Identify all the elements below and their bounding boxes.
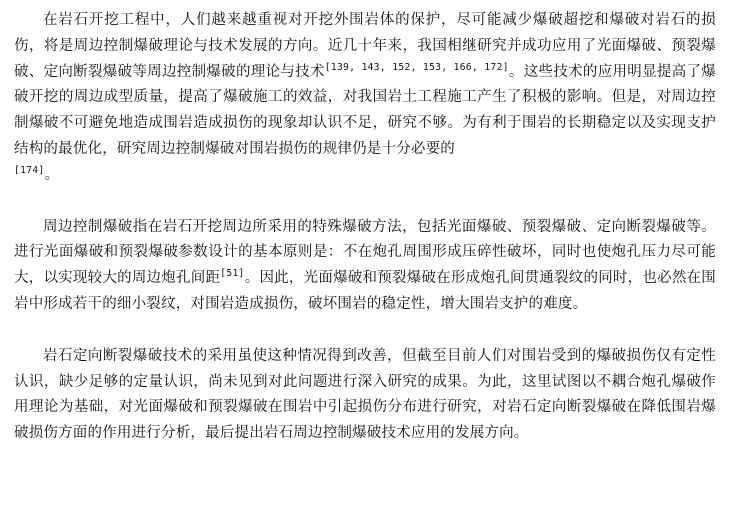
paragraph-1 [14, 8, 716, 189]
citation-ref: [174] [14, 164, 45, 176]
citation-ref: [139, 143, 152, 153, 166, 172] [324, 61, 509, 73]
paragraph-1-text-b: 。这些技术的应用明显提高了爆破开挖的周边成型质量，提高了爆破施工的效益，对我国岩土工程施工产生了积极的影响。但是，对周边控制爆破不可避免地造成围岩造成损伤的现象却认识不足，研究不够。为有利于围岩的长期稳定以及实现支护结构的最优化，研究周边控制爆破对围岩损伤的规律仍是十分必要的 [14, 63, 716, 157]
paragraph-2-text-a: 周边控制爆破指在岩石开挖周边所采用的特殊爆破方法，包括光面爆破、预裂爆破、定向断裂爆破等。进行光面爆破和预裂爆破参数设计的基本原则是：不在炮孔周围形成压碎性破坏，同时也使炮孔压力尽可能大，以实现较大的周边炮孔间距 [14, 218, 716, 287]
paragraph-3-text: 岩石定向断裂爆破技术的采用虽使这种情况得到改善，但截至目前人们对围岩受到的爆破损伤仅有定性认识，缺少足够的定量认识，尚未见到对此问题进行深入研究的成果。为此，这里试图以不耦合炮孔爆破作用理论为基础，对光面爆破和预裂爆破在围岩中引起损伤分布进行研究，对岩石定向断裂爆破在降低围岩爆破损伤方面的作用进行分析，最后提出岩石周边控制爆破技术应用的发展方向。 [14, 347, 716, 442]
paragraph-3 [14, 344, 716, 447]
citation-ref: [51] [220, 268, 245, 280]
paragraph-2-text-b: 。因此，光面爆破和预裂爆破在形成炮孔间贯通裂纹的同时，也必然在围岩中形成若干的细小裂纹，对围岩造成损伤，破坏围岩的稳定性，增大围岩支护的难度。 [14, 270, 716, 312]
paragraph-2 [14, 215, 716, 318]
paragraph-1-text-a: 在岩石开挖工程中，人们越来越重视对开挖外围岩体的保护，尽可能减少爆破超挖和爆破对岩石的损伤，将是周边控制爆破理论与技术发展的方向。近几十年来，我国相继研究并成功应用了光面爆破、预裂爆破、定向断裂爆破等周边控制爆破的理论与技术 [14, 12, 716, 80]
paragraph-1-text-c: 。 [44, 166, 60, 183]
document-body [14, 8, 716, 447]
